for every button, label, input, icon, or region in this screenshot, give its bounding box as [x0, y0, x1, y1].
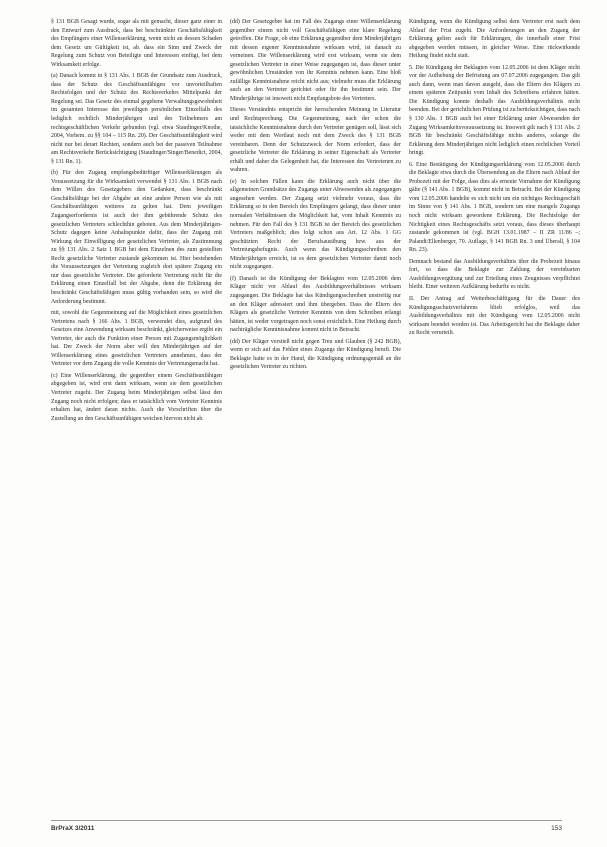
paragraph: (c) Eine Willenserklärung, die gegenüber einem Geschäftsunfähigen abgegeben ist, wird erst dann wirksam, wenn sie dem gesetzlichen Vertreter zugeht. Der Zugang beim Minderjährigen selbst lässt den Zugang noch nicht erfolgen; dass er tatsächlich vom Vertreter Kenntnis erhalten hat, ändert daran nichts. Auch die Vorschriften über die Zustellung an den Geschäftsunfähigen weichen hiervon nicht ab. [51, 372, 222, 422]
page-number: 153 [551, 825, 562, 832]
paragraph: 5. Die Kündigung der Beklagten vom 12.05.2006 ist dem Kläger nicht vor der Aufhebung der Befristung am 07.07.2006 zugegangen. Das gilt auch dann, wenn man davon ausgeht, dass die Eltern des Klägers zu einem späteren Zeitpunkt vom Inhalt des Schreibens erfahren hätten. Die Kündigung konnte deshalb das Ausbildungsverhältnis nicht beenden. Bei der gerichtlichen Prüfung ist zu berücksichtigen, dass nach § 130 Abs. 1 BGB auch bei einer Erklärung unter Abwesenden der Zugang Wirksamkeitsvoraussetzung ist. Insoweit gilt nach § 131 Abs. 2 BGB für beschränkt Geschäftsfähige nichts anderes, solange die Erklärung dem Minderjährigen nicht lediglich einen rechtlichen Vorteil bringt. [409, 64, 580, 157]
paragraph: (dd) Der Gesetzgeber hat im Fall des Zugangs einer Willenserklärung gegenüber einem nicht voll Geschäftsfähigen eine klare Regelung getroffen. Die Frage, ob eine Erklärung gegenüber dem Minderjährigen mit dessen eigener Kenntnisnahme wirksam wird, ist danach zu verneinen. Die Willenserklärung wird erst wirksam, wenn sie dem gesetzlichen Vertreter in einer Weise zugegangen ist, dass dieser unter gewöhnlichen Umständen von ihr Kenntnis nehmen kann. Eine bloß zufällige Kenntnisnahme reicht nicht aus; vielmehr muss die Erklärung auch an den Vertreter gerichtet oder für ihn bestimmt sein. Der Minderjährige ist insoweit nicht Empfangsbote des Vertreters. [230, 19, 401, 102]
paragraph: Demnach bestand das Ausbildungsverhältnis über die Probezeit hinaus fort, so dass die Beklagte zur Zahlung der vereinbarten Ausbildungsvergütung und zur Erteilung eines Zeugnisses verpflichtet bleibt. Einer weiteren Aufklärung bedurfte es nicht. [409, 258, 580, 291]
paragraph: (dd) Der Kläger verstieß nicht gegen Treu und Glauben (§ 242 BGB), wenn er sich auf das Fehlen eines Zugangs der Kündigung beruft. Die Beklagte hatte es in der Hand, die Kündigung ordnungsgemäß an die gesetzlichen Vertreter zu richten. [230, 338, 401, 371]
paragraph: (b) Für den Zugang empfangsbedürftiger Willenserklärungen als Voraussetzung für die Wirksamkeit verwendet § 131 Abs. 1 BGB nach dem Willen des Gesetzgebers den Gedanken, dass beschränkt Geschäftsfähige bei der Abgabe an eine andere Person wie als mit Geschäftsunfähigen weiteres zu gelten hat. Dem jeweiligen Zugangserfordernis ist auch der ihm gebührende Schutz des gesetzlichen Vertreters schlechthin geboten. Aus dem Minderjährigen-Schutz dagegen keine Anhaltspunkte dafür, dass der Zugang mit Wirkung der Einwilligung der gesetzlichen Vertreter, als Zustimmung zu §§ 131 Abs. 2 Satz 1 BGB bei dem Einzelnen des zum gestellten Recht gesetzliche Vertreter zustande gekommen ist. Hier bestehenden die Voraussetzungen der Vertretung zugleich dort spätere Zugang ein nur dass gesetzliche Vertreter. Die geforderte Vertretung nicht für die Erklärung einen Einzelfall bei der Abgabe, denn die Erklärung der beschränkt Geschäftsfähigen muss gültig vorhanden sein, so wird die Anforderung bestimmt. [51, 170, 222, 305]
paragraph: (a) Danach kommt in § 131 Abs. 1 BGB der Grundsatz zum Ausdruck, dass der Schutz des Geschäftsunfähigen vor unvorteilhaften Rechtsfolgen und der Schutz des Rechtsverkehrs Mittelpunkt der Regelung sei. Das Gesetz des einmal gegebene Verwaltungsgewohnheit im gesamten Interesse des jeweiligen persönlichen Einzelfalls des lediglich rechtlich Minderjährigen und des Teilnehmers am rechtsgeschäftlichen Verkehr gebunden (vgl. etwa Staudinger/Knothe, 2004, Vorbem. zu §§ 104 – 115 Rn. 20). Der Geschäftsunfähigkeit wird nicht nur bei derart Rechten, sondern auch bei der passiven Teilnahme am Rechtsverkehr Berücksichtigung (Staudinger/Singer/Benedict, 2004, § 131 Rn. 1). [51, 73, 222, 165]
paragraph: Kündigung, wenn die Kündigung selbst dem Vertreter erst nach dem Ablauf der Frist zugeht. Die Anforderungen an den Zugang der Erklärung gelten auch für Erklärungen, die innerhalb einer Frist abgegeben werden müssen, in gleicher Weise. Eine rückwirkende Heilung findet nicht statt. [409, 19, 580, 60]
paragraph: Dieses Verständnis entspricht der herrschenden Meinung in Literatur und Rechtsprechung. Die Gegenmeinung, nach der schon die tatsächliche Kenntnisnahme durch den Vertreter genügen soll, lässt sich weder mit dem Wortlaut noch mit dem Zweck des § 131 BGB vereinbaren. Denn der Schutzzweck der Norm erfordert, dass der gesetzliche Vertreter die Erklärung in seiner Eigenschaft als Vertreter erhält und daher die Gelegenheit hat, die Interessen des Vertretenen zu wahren. [230, 107, 401, 174]
paragraph: 6. Eine Bestätigung der Kündigungserklärung vom 12.05.2006 durch die Beklagte etwa durch die Übersendung an die Eltern nach Ablauf der Probezeit mit der Folge, dass dies als erneute Vornahme der Kündigung gälte (§ 141 Abs. 1 BGB), kommt nicht in Betracht. Bei der Kündigung vom 12.05.2006 handelte es sich nicht um ein nichtiges Rechtsgeschäft im Sinne von § 141 Abs. 1 BGB, sondern um eine mangels Zugangs noch nicht wirksam gewordene Erklärung. Die Rechtsfolge der Nichtigkeit eines Rechtsgeschäfts setzt voraus, dass dieses überhaupt zustande gekommen ist (vgl. BGH 13.01.1987 – II ZR 11/86 –; Palandt/Ellenberger, 70. Auflage, § 141 BGB Rn. 3 und Überall, § 104 Rn. 23). [409, 161, 580, 254]
text-column-2 [230, 18, 401, 818]
paragraph: (f) Danach ist die Kündigung der Beklagten vom 12.05.2006 dem Kläger nicht vor Ablauf des Ausbildungsverhältnisses wirksam zugegangen. Die Beklagte hat das Kündigungsschreiben unstreitig nur an den Kläger adressiert und ihm übergeben. Dass die Eltern des Klägers als gesetzliche Vertreter Kenntnis von dem Schreiben erlangt hätten, ist weder vorgetragen noch sonst ersichtlich. Eine Heilung durch nachträgliche Kenntnisnahme kommt nicht in Betracht. [230, 275, 401, 334]
text-column-3 [409, 18, 580, 818]
paragraph: mit, sowohl die Gegenmeinung auf die Möglichkeit eines gesetzlichen Vertretens nach § 166 Abs. 1 BGB, verwendet dies, aufgrund des Gesetzes eine Anwendung wirksam beschränkt, gleicherweise ergibt ein Vertreter, der auch die Funktion einer Person mit Zugangsmöglichkeit hat. Der Zweck der Norm aber will den Minderjährigen auf der Willenserklärung eines gesetzlichen Vertreters annehmen, dass der Vertreter vor dem Zugang die volle Kenntnis der Vertretungsmacht hat. [51, 310, 222, 368]
page-footer [51, 820, 562, 835]
paragraph: § 131 BGB Gesagt wurde, sogar als mit gemacht, dieser ganz einer in den Entwurf zum Ausdruck, dass bei beschränkter Geschäftsfähigkeit des Empfängers einer Willenserklärung, wenn nicht an dessen Schaden dem Gesetz um Gültigkeit ist, ab. dass ein Sinn und Zweck der Regelung zum Schutz von Beteiligte und Interessen einfügt, bei dem Wirksamkeit erfolge. [51, 19, 222, 68]
text-column-1 [51, 18, 222, 818]
paragraph: (e) In solchen Fällen kann die Erklärung auch nicht über die allgemeinen Grundsätze des Zugangs unter Abwesenden als zugegangen angesehen werden. Der Zugang setzt vielmehr voraus, dass die Erklärung so in den Bereich des Empfängers gelangt, dass dieser unter normalen Verhältnissen die Möglichkeit hat, vom Inhalt Kenntnis zu nehmen. Für den Fall des § 131 BGB ist der Bereich des gesetzlichen Vertreters maßgeblich; dies folgt schon aus Art. 12 Abs. 1 GG geschützten Recht der Berufsausübung bzw. aus der Vertretungsbefugnis. Auch wenn das Kündigungsschreiben den Minderjährigen erreicht, ist es dem gesetzlichen Vertreter damit noch nicht zugegangen. [230, 178, 401, 271]
journal-issue: BrPraX 3/2011 [51, 825, 95, 832]
paragraph: II. Der Antrag auf Weiterbeschäftigung für die Dauer des Kündigungsschutzverfahrens blieb erfolglos, weil das Ausbildungsverhältnis mit der Kündigung vom 12.05.2006 nicht wirksam beendet worden ist. Das Arbeitsgericht hat die Beklagte daher zu Recht verurteilt. [409, 295, 580, 337]
